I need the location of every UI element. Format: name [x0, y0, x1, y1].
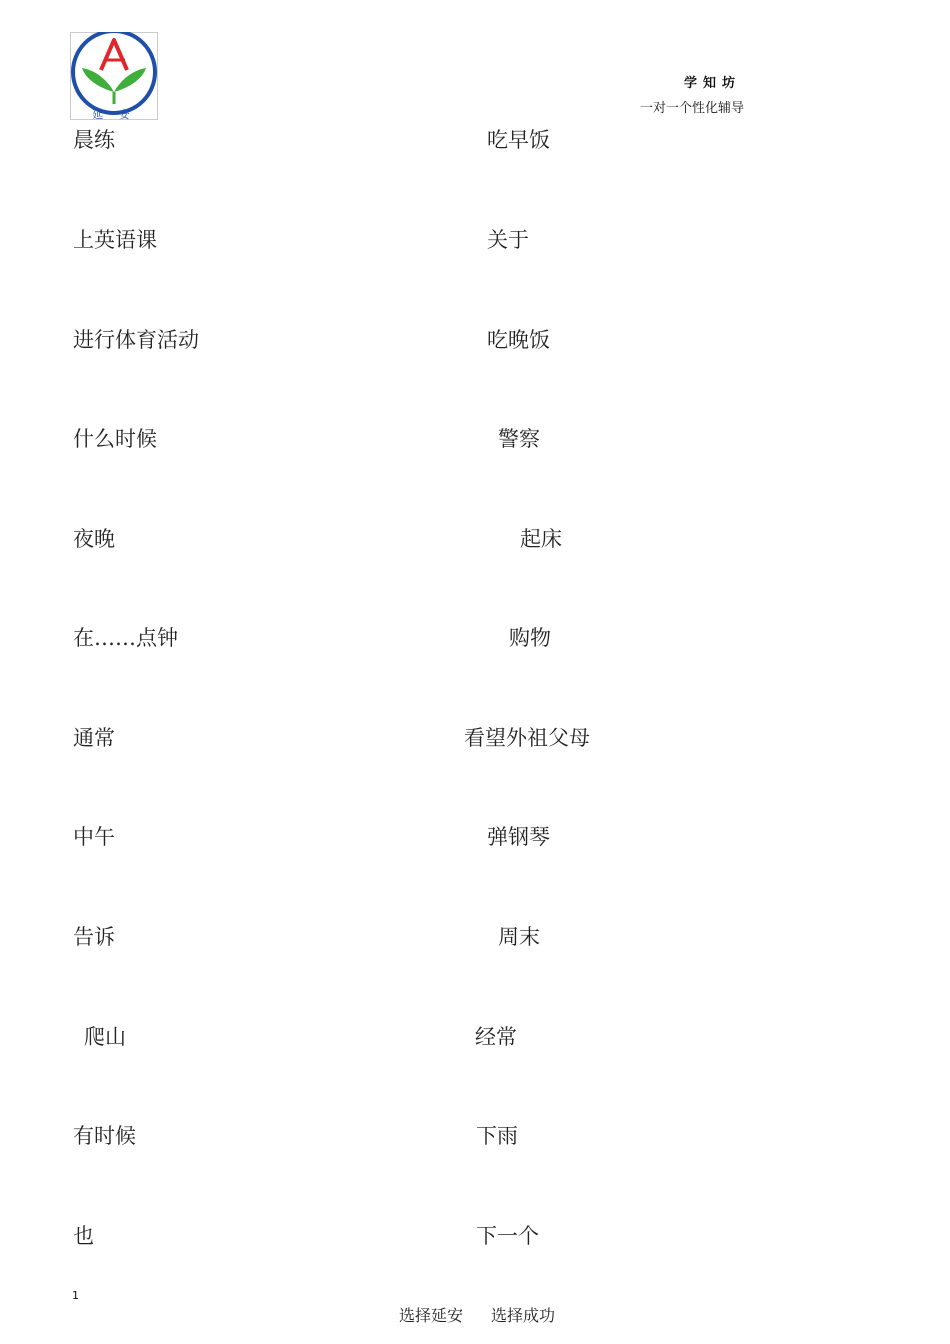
vocab-row	[0, 723, 950, 753]
vocab-right: 弹钢琴	[487, 825, 550, 849]
vocab-row	[0, 225, 950, 255]
vocab-right: 经常	[475, 1025, 517, 1049]
vocab-left: 晨练	[73, 128, 115, 152]
header-subtitle: 一对一个性化辅导	[640, 101, 745, 116]
vocab-row	[0, 1121, 950, 1151]
logo	[70, 32, 158, 120]
vocab-left: 通常	[73, 726, 115, 750]
header-title: 学知坊	[684, 76, 742, 91]
vocab-left: 中午	[73, 825, 115, 849]
vocab-right: 下一个	[476, 1224, 539, 1248]
vocab-left: 告诉	[73, 925, 115, 949]
vocab-row	[0, 623, 950, 653]
vocab-left: 夜晚	[73, 527, 115, 551]
vocab-right: 关于	[487, 228, 529, 252]
footer-slogan-left: 选择延安	[399, 1306, 464, 1325]
vocab-left: 上英语课	[73, 228, 157, 252]
vocab-left: 进行体育活动	[73, 328, 199, 352]
vocab-right: 吃早饭	[487, 128, 550, 152]
vocab-row	[0, 424, 950, 454]
vocab-row	[0, 524, 950, 554]
vocab-left: 在……点钟	[73, 626, 178, 650]
vocab-row	[0, 125, 950, 155]
vocab-right: 购物	[509, 626, 551, 650]
vocab-row	[0, 922, 950, 952]
vocab-right: 下雨	[476, 1124, 518, 1148]
page-number: 1	[72, 1289, 79, 1302]
vocab-left: 有时候	[73, 1124, 136, 1148]
vocab-right: 起床	[520, 527, 562, 551]
vocab-left: 也	[73, 1224, 94, 1248]
vocab-right: 周末	[498, 925, 540, 949]
vocab-right: 吃晚饭	[487, 328, 550, 352]
vocab-right: 警察	[498, 427, 540, 451]
vocab-left: 什么时候	[73, 427, 157, 451]
vocab-row	[0, 1022, 950, 1052]
footer-slogan-right: 选择成功	[491, 1306, 556, 1325]
svg-text:延 安: 延 安	[92, 108, 136, 120]
vocab-row	[0, 822, 950, 852]
vocab-row	[0, 325, 950, 355]
vocab-left: 爬山	[84, 1025, 126, 1049]
vocab-row	[0, 1221, 950, 1251]
vocab-right: 看望外祖父母	[464, 726, 590, 750]
